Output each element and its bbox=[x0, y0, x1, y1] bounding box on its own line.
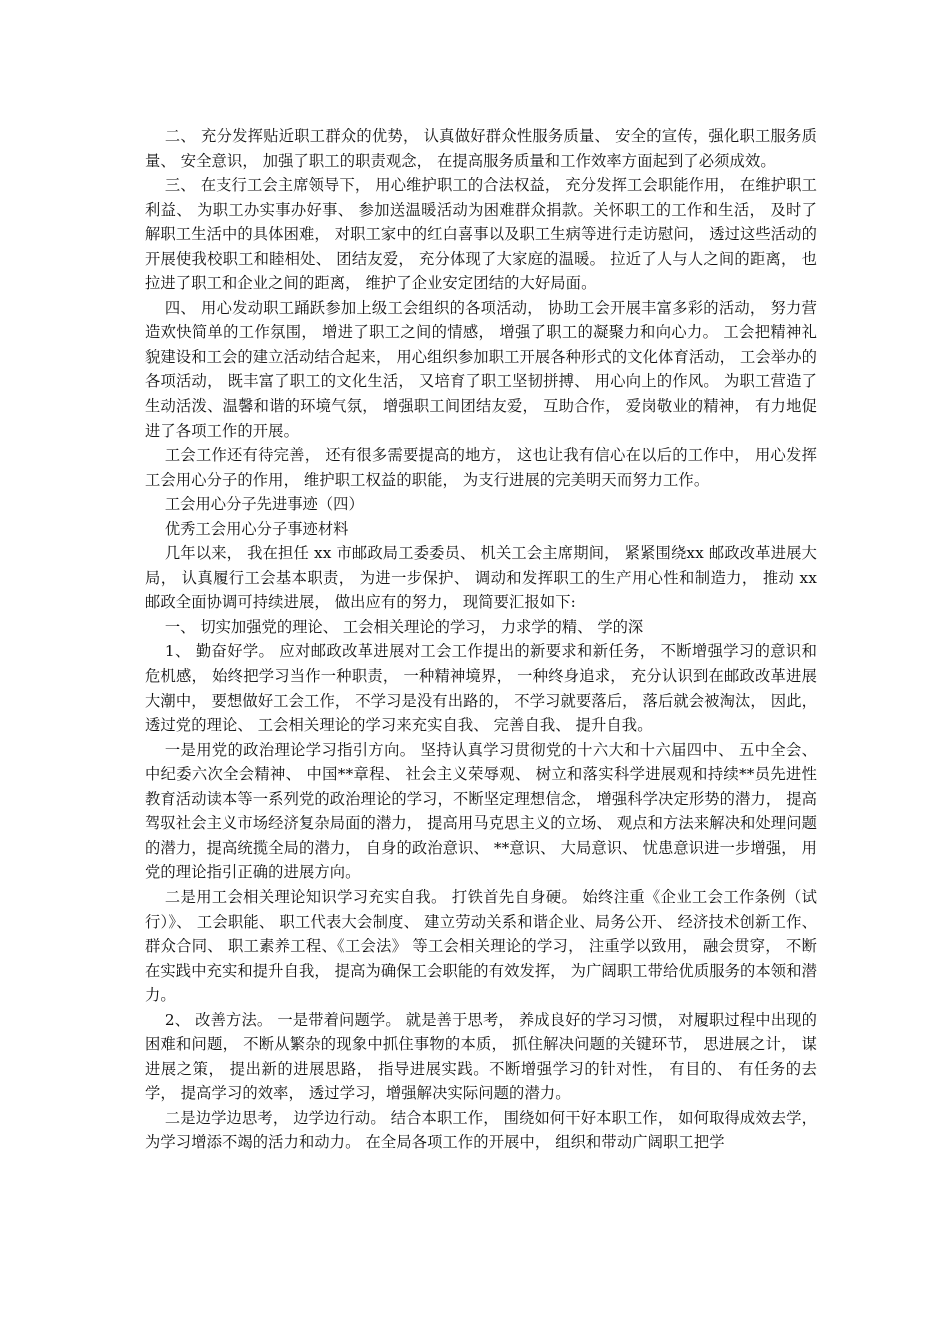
subheading-study: 一、 切实加强党的理论、 工会相关理论的学习， 力求学的精、 学的深 bbox=[164, 617, 644, 636]
section-subtitle: 优秀工会用心分子事迹材料 bbox=[164, 519, 349, 538]
paragraph-intro: 几年以来， 我在担任 xx 市邮政局工委委员、 机关工会主席期间， 紧紧围绕xx 邮政改革进展大局， 认真履行工会基本职责， 为进一步保护、 调动和发挥职工的生产用心性和制造力， 推动 xx 邮政全面协调可持续进展， 做出应有的努力， 现简要汇报如下: bbox=[145, 544, 817, 612]
paragraph-diligent-study: 1、 勤奋好学。 应对邮政改革进展对工会工作提出的新要求和新任务， 不断增强学习的意识和危机感， 始终把学习当作一种职责， 一种精神境界， 一种终身追求， 充分认识到在邮政改革进展大潮中， 要想做好工会工作， 不学习是没有出路的， 不学习就要落后， 落后就会被淘汰， 因此， 透过党的理论、 工会相关理论的学习来充实自我、 完善自我、 提升自我。 bbox=[145, 642, 817, 735]
paragraph-closing: 工会工作还有待完善， 还有很多需要提高的地方， 这也让我有信心在以后的工作中， 用心发挥工会用心分子的作用， 维护职工权益的职能， 为支行进展的完美明天而努力工作。 bbox=[145, 446, 817, 489]
paragraph-union-theory: 二是用工会相关理论知识学习充实自我。 打铁首先自身硬。 始终注重《企业工会工作条例（试行）》、 工会职能、 职工代表大会制度、 建立劳动关系和谐企业、局务公开、 经济技术创新工作、 群众合同、 职工素养工程、《工会法》 等工会相关理论的学习， 注重学以致用， 融会贯穿， 不断在实践中充实和提升自我， 提高为确保工会职能的有效发挥， 为广阔职工带给优质服务的本领和潜力。 bbox=[145, 887, 817, 1005]
paragraph-political-theory: 一是用党的政治理论学习指引方向。 坚持认真学习贯彻党的十六大和十六届四中、 五中全会、 中纪委六次全会精神、 中国**章程、 社会主义荣辱观、 树立和落实科学进展观和持续**员先进性教育活动读本等一系列党的政治理论的学习，不断坚定理想信念， 增强科学决定形势的潜力， 提高驾驭社会主义市场经济复杂局面的潜力， 提高用马克思主义的立场、 观点和方法来解决和处理问题的潜力，提高统揽全局的潜力， 自身的政治意识、 **意识、 大局意识、 忧患意识进一步增强， 用党的理论指引正确的进展方向。 bbox=[145, 740, 817, 882]
paragraph-learn-and-act: 二是边学边思考， 边学边行动。 结合本职工作， 围绕如何干好本职工作， 如何取得成效去学， 为学习增添不竭的活力和动力。 在全局各项工作的开展中， 组织和带动广阔职工把学 bbox=[145, 1108, 817, 1152]
document-page bbox=[145, 124, 817, 1155]
paragraph-improve-method: 2、 改善方法。 一是带着问题学。 就是善于思考， 养成良好的学习习惯， 对履职过程中出现的困难和问题， 不断从繁杂的现象中抓住事物的本质， 抓住解决问题的关键环节， 思进展之计， 谋进展之策， 提出新的进展思路， 指导进展实践。不断增强学习的针对性， 有目的、 有任务的去学， 提高学习的效率， 透过学习，增强解决实际问题的潜力。 bbox=[145, 1010, 817, 1103]
paragraph-section-three: 三、 在支行工会主席领导下， 用心维护职工的合法权益， 充分发挥工会职能作用， 在维护职工利益、 为职工办实事办好事、 参加送温暖活动为困难群众捐款。关怀职工的工作和生活， 及时了解职工生活中的具体困难， 对职工家中的红白喜事以及职工生病等进行走访慰问， 透过这些活动的开展使我校职工和睦相处、 团结友爱， 充分体现了大家庭的温暖。 拉近了人与人之间的距离， 也拉进了职工和企业之间的距离， 维护了企业安定团结的大好局面。 bbox=[145, 176, 817, 293]
section-title: 工会用心分子先进事迹（四） bbox=[164, 495, 364, 514]
paragraph-section-four: 四、 用心发动职工踊跃参加上级工会组织的各项活动， 协助工会开展丰富多彩的活动， 努力营造欢快简单的工作氛围， 增进了职工之间的情感， 增强了职工的凝聚力和向心力。 工会把精神礼貌建设和工会的建立活动结合起来， 用心组织参加职工开展各种形式的文化体育活动， 工会举办的各项活动， 既丰富了职工的文化生活， 又培育了职工坚韧拼搏、 用心向上的作风。 为职工营造了生动活泼、温馨和谐的环境气氛， 增强职工间团结友爱， 互助合作， 爱岗敬业的精神， 有力地促进了各项工作的开展。 bbox=[145, 298, 817, 440]
paragraph-section-two: 二、 充分发挥贴近职工群众的优势， 认真做好群众性服务质量、 安全的宣传，强化职工服务质量、 安全意识， 加强了职工的职责观念， 在提高服务质量和工作效率方面起到了必须成效。 bbox=[145, 127, 817, 170]
